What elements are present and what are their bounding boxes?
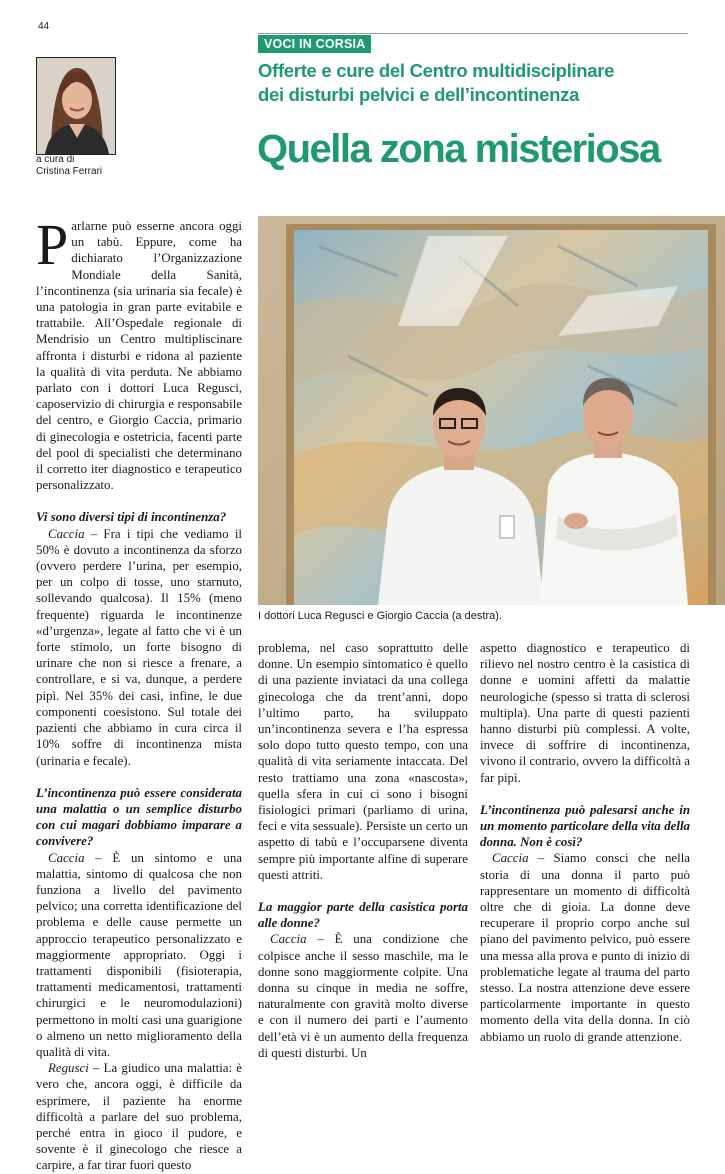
answer-text: – Fra i tipi che vediamo il 50% è dovuto a incontinenza da sforzo (ovvero perdere l’urina, per esempio, per un colpo di tosse, uno starnuto, sollevando qualcosa). Il 15% (meno frequente) riguarda le incontinenze «d’urgenza», legate al fatto che vi è un forte stimolo, un forte bisogno di urinare che non si riesce a frenare, a controllare, e si va, dunque, a perdere pipì. Nel 35% dei casi, infine, le due componenti coesistono. Sul totale dei pazienti che abbiamo in cura circa il 10% soffre di incontinenza mista (urinaria e fecale). [36,526,242,768]
speaker-name: Caccia [270,932,307,947]
header-rule [258,33,688,34]
continued-paragraph: problema, nel caso soprattutto delle donne. Un esempio sintomatico è quello di una paziente inviataci da una collega ginecologa che da trent’anni, dopo l’ultimo parto, ha sviluppato un’incontinenza severa e l’ha espressa solo dopo tutto questo tempo, con una qualità di vita seriamente intaccata. Del resto trattiamo una zona «nascosta», quella sfera in cui ci sono i bisogni fisiologici primari (parliamo di urina, feci e vita sessuale). Persiste un certo un aspetto di tabù e l’occuparsene diventa sempre più importante alfine di superare questi attriti. [258,641,468,882]
answer-text: – È una condizione che colpisce anche il sesso maschile, ma le donne sono maggiormente colpite. Una donna su cinque in media ne soffre, naturalmente con gravità molto diverse e con il numero dei parti e l’aumento dell’età vi è un aumento della frequenza di questi disturbi. Un [258,932,468,1060]
speaker-name: Caccia [492,851,529,866]
intro-paragraph [36,212,242,493]
article-column-3 [480,640,690,1045]
answer-2b [36,1060,242,1173]
answer-2 [36,850,242,1061]
question-1: Vi sono diversi tipi di incontinenza? [36,510,227,525]
continued-paragraph: aspetto diagnostico e terapeutico di rilievo nel nostro centro è la casistica di donne e uomini affetti da malattie neurologiche (spesso si tratta di sclerosi multipla). Una parte di questi pazienti hanno disturbi più complessi. A volte, invece di soffrire di incontinenza, vivono il contrario, ovvero la difficoltà a far pipì. [480,641,690,785]
speaker-name: Caccia [48,526,85,541]
photo-caption: I dottori Luca Regusci e Giorgio Caccia (a destra). [258,610,502,622]
article-subtitle [258,59,698,107]
speaker-name: Regusci [48,1061,89,1076]
intro-text: arlarne può esserne ancora oggi un tabù. Eppure, come ha dichiarato l’Organizzazione Mondiale della Sanità, l’incontinenza (sia urinaria sia fecale) è una patologia in gran parte evitabile e trattabile. All’Ospedale regionale di Mendrisio un Centro multipliscinare affronta i disturbi e ridona al paziente la qualità di vita perduta. Ne abbiamo parlato con i dottori Luca Regusci, caposervizio di chirurgia e responsabile del centro, e Giorgio Caccia, primario di ginecologia e ostetricia, facenti parte del pool di specialisti che determinano il corretto iter diagnostico e terapeutico personalizzato. [36,219,242,493]
answer-text: – La giudico una malattia: è vero che, ancora oggi, è difficile da esprimere, il paziente ha enorme difficoltà a parlare del suo problema, perché entra in gioco il pudore, e sovente è il ginecologo che riesce a carpire, a far tirar fuori questo [36,1061,242,1173]
speaker-name: Caccia [48,850,85,865]
question-3: La maggior parte della casistica porta alle donne? [258,900,468,931]
answer-4 [480,850,690,1044]
section-tag: VOCI IN CORSIA [258,35,371,53]
subtitle-line-1: Offerte e cure del Centro multidisciplinare [258,60,615,81]
author-portrait-image [37,58,115,154]
author-portrait [36,57,116,155]
question-4: L’incontinenza può palesarsi anche in un momento particolare della vita della donna. Non è così? [480,802,690,850]
answer-text: – Siamo consci che nella storia di una donna il parto può rappresentare un momento di difficoltà oltre che di gioia. La donne deve recuperare il proprio corpo anche sul piano del pavimento pelvico, può essere una messa alla prova e punto di inizio di problematiche legate al trauma del parto stesso. La nostra attenzione deve essere particolarmente importante in questo momento della vita della donna. In ciò abbiamo un ruolo di grande attenzione. [480,851,690,1044]
article-headline: Quella zona misteriosa [257,127,660,171]
question-2: L’incontinenza può essere considerata una malattia o un semplice disturbo con cui magari dobbiamo imparare a convivere? [36,785,242,849]
page-number: 44 [38,21,50,32]
doctors-photo [258,216,725,605]
doctors-photo-image [258,216,725,605]
article-column-1 [36,212,242,1174]
author-name: Cristina Ferrari [36,166,103,177]
subtitle-line-2: dei disturbi pelvici e dell’incontinenza [258,84,580,105]
drop-cap: P [36,212,69,277]
answer-3 [258,931,468,1061]
article-column-2 [258,640,468,1061]
author-credit [36,154,102,178]
author-credit-label: a cura di [36,154,75,165]
answer-1 [36,526,242,769]
answer-text: – È un sintomo e una malattia, sintomo di qualcosa che non funziona a livello del pavimento pelvico; una corretta identificazione del problema e delle cause permette un approccio terapeutico personalizzato e maggiormente appropriato. Oggi i trattamenti disponibili (fisioterapia, trattamenti medicamentosi, trattamenti chirurgici e le neuromodulazioni) permettono in molti casi una guarigione o almeno un netto miglioramento della qualità di vita. [36,850,242,1059]
